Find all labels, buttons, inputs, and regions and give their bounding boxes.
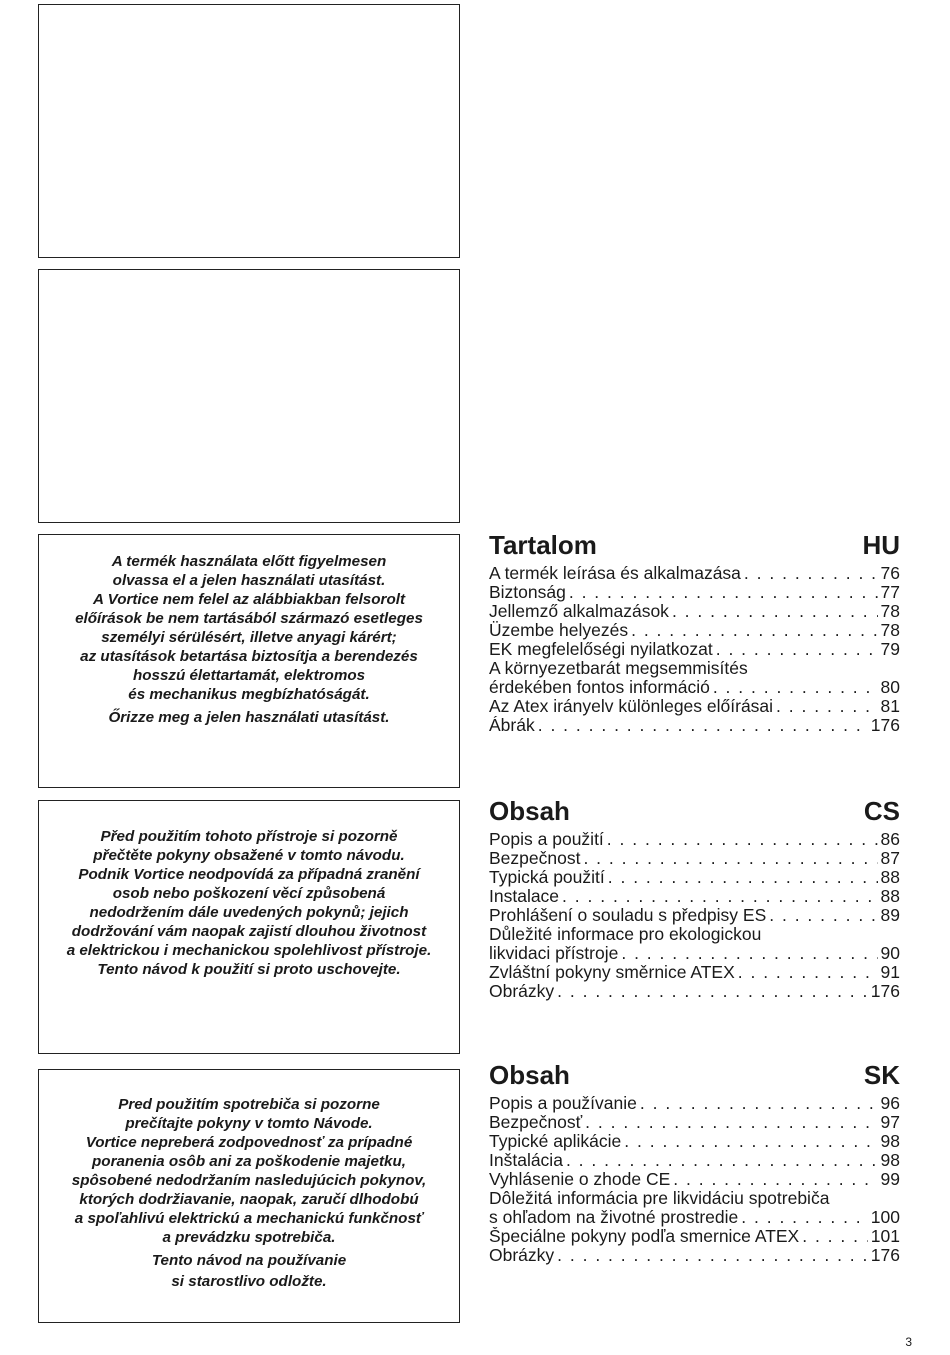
dot-leader <box>802 1227 868 1246</box>
toc-entry-label: Obrázky <box>489 982 555 1001</box>
notice-text-sk <box>39 1095 459 1291</box>
toc-entry <box>489 602 900 621</box>
dot-leader <box>741 1208 868 1227</box>
dot-leader <box>557 1246 868 1265</box>
dot-leader <box>538 716 868 735</box>
toc-entry <box>489 697 900 716</box>
dot-leader <box>738 963 878 982</box>
toc-entry <box>489 925 900 944</box>
toc-sk <box>489 1060 900 1265</box>
dot-leader <box>585 1113 877 1132</box>
toc-entry-page: 100 <box>870 1208 900 1227</box>
toc-entry-label: likvidaci přístroje <box>489 944 619 963</box>
toc-entry-page: 99 <box>880 1170 900 1189</box>
toc-entry-page: 78 <box>880 621 900 640</box>
toc-entry-page: 101 <box>870 1227 900 1246</box>
toc-entry-label: Jellemző alkalmazások <box>489 602 669 621</box>
toc-entry-label: Zvláštní pokyny směrnice ATEX <box>489 963 735 982</box>
toc-entry-page: 78 <box>880 602 900 621</box>
notice-line: a prevádzku spotrebiča. <box>162 1229 336 1246</box>
dot-leader <box>769 906 877 925</box>
toc-entry-label: s ohľadom na životné prostredie <box>489 1208 739 1227</box>
toc-entry-page: 77 <box>880 583 900 602</box>
toc-entry-label: Špeciálne pokyny podľa smernice ATEX <box>489 1227 800 1246</box>
notice-line: Podnik Vortice neodpovídá za případná zranění <box>78 866 420 883</box>
toc-entry <box>489 982 900 1001</box>
toc-entry <box>489 1208 900 1227</box>
notice-line: személyi sérülésért, illetve anyagi kárért; <box>101 629 397 646</box>
dot-leader <box>776 697 877 716</box>
toc-entry <box>489 1113 900 1132</box>
toc-list <box>489 830 900 1001</box>
toc-entry-label: Ábrák <box>489 716 535 735</box>
notice-line: Před použitím tohoto přístroje si pozorně <box>100 828 398 845</box>
toc-entry-page: 176 <box>870 716 900 735</box>
toc-entry <box>489 659 900 678</box>
toc-entry-page: 89 <box>880 906 900 925</box>
dot-leader <box>744 564 878 583</box>
toc-entry <box>489 1189 900 1208</box>
toc-entry <box>489 1151 900 1170</box>
toc-entry-label: Dôležitá informácia pre likvidáciu spotrebiča <box>489 1189 830 1208</box>
toc-hu <box>489 530 900 735</box>
notice-line: spôsobené nedodržaním nasledujúcich pokynov, <box>71 1172 427 1189</box>
toc-title: Obsah <box>489 1060 570 1090</box>
toc-entry-label: EK megfelelőségi nyilatkozat <box>489 640 713 659</box>
toc-entry-label: A környezetbarát megsemmisítés <box>489 659 748 678</box>
notice-line: a elektrickou i mechanickou spolehlivost přístroje. <box>66 942 432 959</box>
notice-line: előírások be nem tartásából származó esetleges <box>75 610 423 627</box>
toc-entry-page: 98 <box>880 1151 900 1170</box>
toc-entry <box>489 640 900 659</box>
notice-line: prečítajte pokyny v tomto Návode. <box>125 1115 373 1132</box>
toc-entry <box>489 1170 900 1189</box>
toc-title: Obsah <box>489 796 570 826</box>
toc-entry <box>489 583 900 602</box>
toc-entry <box>489 963 900 982</box>
toc-entry <box>489 621 900 640</box>
toc-entry <box>489 564 900 583</box>
toc-entry-label: Bezpečnost <box>489 849 581 868</box>
dot-leader <box>607 830 878 849</box>
toc-heading <box>489 530 900 564</box>
toc-entry <box>489 1094 900 1113</box>
notice-line: Tento návod na používanie <box>151 1252 347 1269</box>
toc-entry-label: Vyhlásenie o zhode CE <box>489 1170 671 1189</box>
toc-cs <box>489 796 900 1001</box>
notice-line: a spoľahlivú elektrickú a mechanickú funkčnosť <box>74 1210 424 1227</box>
toc-entry-page: 176 <box>870 982 900 1001</box>
notice-line: az utasítások betartása biztosítja a berendezés <box>80 648 418 665</box>
toc-entry-page: 90 <box>880 944 900 963</box>
toc-heading <box>489 796 900 830</box>
toc-entry-label: Az Atex irányelv különleges előírásai <box>489 697 774 716</box>
toc-entry <box>489 1246 900 1265</box>
toc-entry-page: 76 <box>880 564 900 583</box>
notice-box-hu <box>38 534 460 788</box>
dot-leader <box>716 640 878 659</box>
dot-leader <box>569 583 878 602</box>
blank-box-1 <box>38 4 460 258</box>
notice-line: ktorých dodržiavanie, naopak, zaručí dlhodobú <box>79 1191 419 1208</box>
dot-leader <box>631 621 877 640</box>
notice-box-sk <box>38 1069 460 1323</box>
notice-line: A termék használata előtt figyelmesen <box>111 553 387 570</box>
toc-entry <box>489 830 900 849</box>
dot-leader <box>608 868 878 887</box>
notice-line: Tento návod k použití si proto uschovejte. <box>97 961 401 978</box>
toc-entry-label: Instalace <box>489 887 560 906</box>
notice-line: Pred použitím spotrebiča si pozorne <box>118 1096 380 1113</box>
toc-entry <box>489 887 900 906</box>
toc-entry-label: Popis a použití <box>489 830 604 849</box>
toc-entry-label: Üzembe helyezés <box>489 621 629 640</box>
toc-entry <box>489 906 900 925</box>
toc-entry <box>489 716 900 735</box>
toc-entry-label: Typická použití <box>489 868 605 887</box>
notice-line: és mechanikus megbízhatóságát. <box>128 686 370 703</box>
toc-entry <box>489 1132 900 1151</box>
toc-entry-label: Bezpečnosť <box>489 1113 583 1132</box>
toc-entry <box>489 944 900 963</box>
notice-line: dodržování vám naopak zajistí dlouhou životnost <box>71 923 427 940</box>
toc-entry <box>489 868 900 887</box>
dot-leader <box>673 1170 877 1189</box>
toc-entry-label: érdekében fontos információ <box>489 678 710 697</box>
toc-entry-label: Důležité informace pro ekologickou <box>489 925 762 944</box>
toc-entry-page: 87 <box>880 849 900 868</box>
language-code: HU <box>862 530 900 560</box>
notice-line: Vortice nepreberá zodpovednosť za prípadné <box>85 1134 413 1151</box>
toc-entry-page: 88 <box>880 868 900 887</box>
dot-leader <box>713 678 878 697</box>
notice-box-cs <box>38 800 460 1054</box>
toc-entry-page: 81 <box>880 697 900 716</box>
notice-text-cs <box>39 827 459 979</box>
toc-entry-page: 98 <box>880 1132 900 1151</box>
page-number: 3 <box>905 1335 912 1349</box>
toc-entry <box>489 1227 900 1246</box>
toc-entry-page: 97 <box>880 1113 900 1132</box>
toc-entry-page: 88 <box>880 887 900 906</box>
toc-entry <box>489 849 900 868</box>
toc-entry-page: 96 <box>880 1094 900 1113</box>
notice-line: osob nebo poškození věcí způsobená <box>112 885 386 902</box>
toc-entry-label: Popis a používanie <box>489 1094 637 1113</box>
notice-line: přečtěte pokyny obsažené v tomto návodu. <box>93 847 405 864</box>
dot-leader <box>562 887 877 906</box>
notice-line: hosszú élettartamát, elektromos <box>132 667 366 684</box>
toc-entry-label: Typické aplikácie <box>489 1132 622 1151</box>
notice-line: Őrizze meg a jelen használati utasítást. <box>108 709 390 726</box>
toc-entry-label: Prohlášení o souladu s předpisy ES <box>489 906 767 925</box>
dot-leader <box>583 849 877 868</box>
dot-leader <box>557 982 868 1001</box>
toc-entry-label: Biztonság <box>489 583 566 602</box>
toc-heading <box>489 1060 900 1094</box>
notice-line: poranenia osôb ani za poškodenie majetku, <box>92 1153 406 1170</box>
toc-entry-page: 176 <box>870 1246 900 1265</box>
language-code: CS <box>863 796 900 826</box>
dot-leader <box>640 1094 878 1113</box>
toc-title: Tartalom <box>489 530 597 560</box>
dot-leader <box>566 1151 878 1170</box>
toc-entry-label: Obrázky <box>489 1246 555 1265</box>
toc-entry-page: 80 <box>880 678 900 697</box>
notice-text-hu <box>39 552 459 727</box>
dot-leader <box>672 602 878 621</box>
toc-entry <box>489 678 900 697</box>
notice-line: olvassa el a jelen használati utasítást. <box>112 572 386 589</box>
notice-line: A Vortice nem felel az alábbiakban felsorolt <box>93 591 405 608</box>
toc-entry-label: A termék leírása és alkalmazása <box>489 564 741 583</box>
notice-line: nedodržením dále uvedených pokynů; jejich <box>89 904 409 921</box>
toc-list <box>489 1094 900 1265</box>
toc-entry-page: 86 <box>880 830 900 849</box>
dot-leader <box>624 1132 877 1151</box>
dot-leader <box>621 944 877 963</box>
toc-list <box>489 564 900 735</box>
toc-entry-label: Inštalácia <box>489 1151 563 1170</box>
toc-entry-page: 91 <box>880 963 900 982</box>
blank-box-2 <box>38 269 460 523</box>
toc-entry-page: 79 <box>880 640 900 659</box>
language-code: SK <box>863 1060 900 1090</box>
notice-line: si starostlivo odložte. <box>171 1273 327 1290</box>
